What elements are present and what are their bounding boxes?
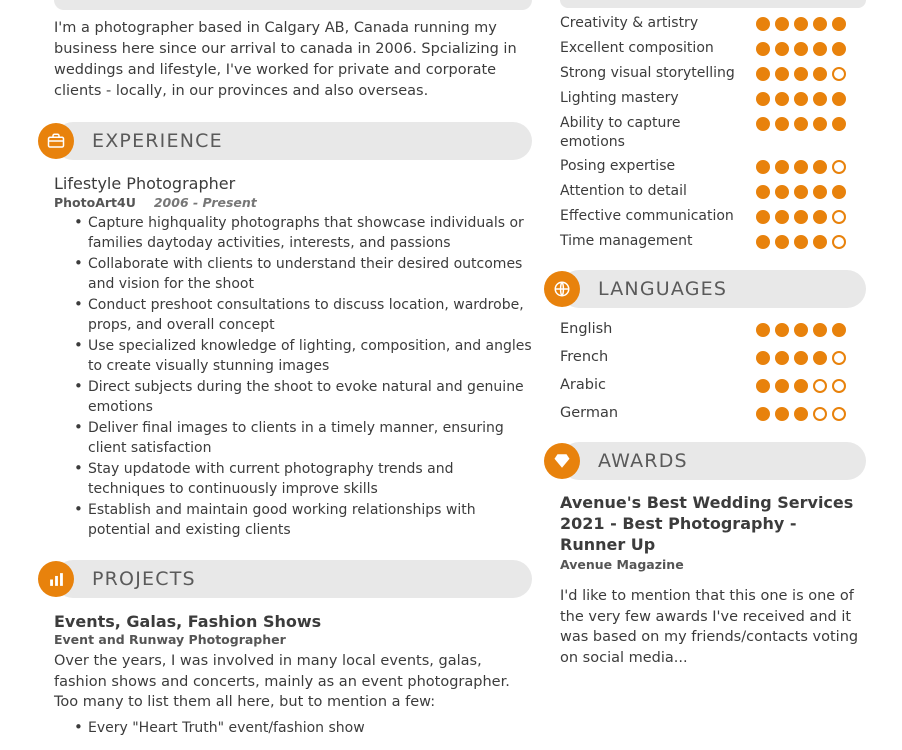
section-header-languages xyxy=(560,270,866,308)
rating-dot xyxy=(756,407,770,421)
project-description: Over the years, I was involved in many local events, galas, fashion shows and concerts, mainly as an event photographer. Too many to list them all here, but to mention a few: xyxy=(54,653,510,710)
skill-label: Ability to capture emotions xyxy=(560,115,681,150)
skill-label: Excellent composition xyxy=(560,40,714,56)
section-title-awards: AWARDS xyxy=(598,450,688,472)
skill-label: Strong visual storytelling xyxy=(560,65,735,81)
rating-dot xyxy=(813,323,827,337)
award-organization: Avenue Magazine xyxy=(560,557,684,572)
award-description: I'd like to mention that this one is one of the very few awards I've received and it was based on my friends/contacts voting on social media... xyxy=(560,588,859,666)
rating-dot xyxy=(813,117,827,131)
rating-dot xyxy=(813,185,827,199)
rating-dot xyxy=(794,379,808,393)
chart-icon xyxy=(38,561,74,597)
rating-dot xyxy=(832,235,846,249)
rating-dot xyxy=(832,323,846,337)
award-title: Avenue's Best Wedding Services 2021 - Best Photography - Runner Up xyxy=(560,493,854,554)
rating-dot xyxy=(756,351,770,365)
skill-label: Creativity & artistry xyxy=(560,15,699,31)
skill-label: Lighting mastery xyxy=(560,90,679,106)
rating-dot xyxy=(794,351,808,365)
section-header-experience xyxy=(54,122,532,160)
rating-dot xyxy=(813,92,827,106)
diamond-icon xyxy=(544,443,580,479)
rating-dot xyxy=(794,92,808,106)
project-bullet-list xyxy=(54,719,532,739)
skill-rating xyxy=(756,182,866,199)
skill-row xyxy=(560,114,866,152)
skill-row xyxy=(560,207,866,227)
experience-job-title: Lifestyle Photographer xyxy=(54,174,236,193)
language-label: English xyxy=(560,321,613,337)
skill-rating xyxy=(756,232,866,249)
experience-job-meta xyxy=(54,195,532,210)
language-row xyxy=(560,376,866,396)
skill-row xyxy=(560,157,866,177)
section-title-languages: LANGUAGES xyxy=(598,278,728,300)
language-rating xyxy=(756,404,866,421)
rating-dot xyxy=(832,42,846,56)
rating-dot xyxy=(813,17,827,31)
rating-dot xyxy=(794,323,808,337)
rating-dot xyxy=(756,42,770,56)
skill-label: Posing expertise xyxy=(560,158,676,174)
language-rating xyxy=(756,320,866,337)
skill-rating xyxy=(756,114,866,131)
rating-dot xyxy=(813,379,827,393)
rating-dot xyxy=(775,210,789,224)
summary-text: I'm a photographer based in Calgary AB, Canada running my business here since our arrival to canada in 2006. Spcializing in weddings and lifestyle, I've worked for private and corporate clients - locally, in our provinces and also overseas. xyxy=(54,20,517,99)
skill-rating xyxy=(756,39,866,56)
section-bar-partial-top xyxy=(54,0,532,10)
rating-dot xyxy=(775,407,789,421)
experience-company: PhotoArt4U xyxy=(54,195,136,210)
rating-dot xyxy=(794,235,808,249)
briefcase-icon xyxy=(38,123,74,159)
rating-dot xyxy=(794,407,808,421)
language-row xyxy=(560,404,866,424)
rating-dot xyxy=(832,210,846,224)
rating-dot xyxy=(775,323,789,337)
list-item: • Collaborate with clients to understand their desired outcomes and vision for the shoot xyxy=(74,255,532,294)
rating-dot xyxy=(756,17,770,31)
section-header-awards xyxy=(560,442,866,480)
rating-dot xyxy=(756,323,770,337)
experience-dates: 2006 - Present xyxy=(153,195,257,210)
rating-dot xyxy=(832,17,846,31)
skill-row xyxy=(560,14,866,34)
project-subtitle: Event and Runway Photographer xyxy=(54,632,286,647)
rating-dot xyxy=(794,42,808,56)
skill-label: Attention to detail xyxy=(560,183,687,199)
rating-dot xyxy=(794,210,808,224)
rating-dot xyxy=(756,92,770,106)
list-item: • Capture highquality photographs that showcase individuals or families daytoday activities, interests, and passions xyxy=(74,214,532,253)
section-title-projects: PROJECTS xyxy=(92,568,196,590)
rating-dot xyxy=(775,42,789,56)
rating-dot xyxy=(832,67,846,81)
rating-dot xyxy=(813,210,827,224)
rating-dot xyxy=(775,17,789,31)
experience-bullet-list xyxy=(54,214,532,540)
skill-label: Time management xyxy=(560,233,693,249)
skill-rating xyxy=(756,207,866,224)
rating-dot xyxy=(813,67,827,81)
rating-dot xyxy=(775,379,789,393)
list-item: • Every "Heart Truth" event/fashion show xyxy=(74,719,532,739)
rating-dot xyxy=(756,160,770,174)
rating-dot xyxy=(756,117,770,131)
rating-dot xyxy=(832,160,846,174)
rating-dot xyxy=(775,235,789,249)
rating-dot xyxy=(756,185,770,199)
skill-rating xyxy=(756,14,866,31)
skill-row xyxy=(560,39,866,59)
rating-dot xyxy=(813,407,827,421)
rating-dot xyxy=(794,185,808,199)
project-title: Events, Galas, Fashion Shows xyxy=(54,612,322,631)
rating-dot xyxy=(775,160,789,174)
skill-label: Effective communication xyxy=(560,208,734,224)
rating-dot xyxy=(813,160,827,174)
rating-dot xyxy=(832,351,846,365)
section-title-experience: EXPERIENCE xyxy=(92,130,223,152)
skills-list xyxy=(560,14,866,252)
rating-dot xyxy=(832,185,846,199)
globe-icon xyxy=(544,271,580,307)
rating-dot xyxy=(794,160,808,174)
list-item: • Conduct preshoot consultations to discuss location, wardrobe, props, and overall concept xyxy=(74,296,532,335)
list-item: • Use specialized knowledge of lighting, composition, and angles to create visually stunning images xyxy=(74,337,532,376)
skill-rating xyxy=(756,89,866,106)
language-rating xyxy=(756,376,866,393)
skill-row xyxy=(560,89,866,109)
rating-dot xyxy=(756,379,770,393)
skill-row xyxy=(560,232,866,252)
rating-dot xyxy=(813,235,827,249)
rating-dot xyxy=(813,42,827,56)
rating-dot xyxy=(775,67,789,81)
section-header-projects xyxy=(54,560,532,598)
language-row xyxy=(560,320,866,340)
list-item: • Deliver final images to clients in a timely manner, ensuring client satisfaction xyxy=(74,419,532,458)
rating-dot xyxy=(794,117,808,131)
skill-rating xyxy=(756,64,866,81)
list-item: • Stay updatode with current photography trends and techniques to continuously improve skills xyxy=(74,460,532,499)
right-column xyxy=(560,0,902,750)
rating-dot xyxy=(775,351,789,365)
rating-dot xyxy=(775,185,789,199)
rating-dot xyxy=(775,92,789,106)
skill-row xyxy=(560,182,866,202)
rating-dot xyxy=(756,67,770,81)
rating-dot xyxy=(813,351,827,365)
skill-row xyxy=(560,64,866,84)
section-bar-partial-skills xyxy=(560,0,866,8)
language-label: French xyxy=(560,349,609,365)
language-label: Arabic xyxy=(560,377,606,393)
rating-dot xyxy=(794,67,808,81)
rating-dot xyxy=(832,92,846,106)
list-item: • Establish and maintain good working relationships with potential and existing clients xyxy=(74,501,532,540)
list-item: • Direct subjects during the shoot to evoke natural and genuine emotions xyxy=(74,378,532,417)
skill-rating xyxy=(756,157,866,174)
language-row xyxy=(560,348,866,368)
rating-dot xyxy=(794,17,808,31)
language-rating xyxy=(756,348,866,365)
languages-list xyxy=(560,320,866,424)
rating-dot xyxy=(756,235,770,249)
rating-dot xyxy=(775,117,789,131)
rating-dot xyxy=(756,210,770,224)
language-label: German xyxy=(560,405,619,421)
rating-dot xyxy=(832,379,846,393)
rating-dot xyxy=(832,117,846,131)
rating-dot xyxy=(832,407,846,421)
